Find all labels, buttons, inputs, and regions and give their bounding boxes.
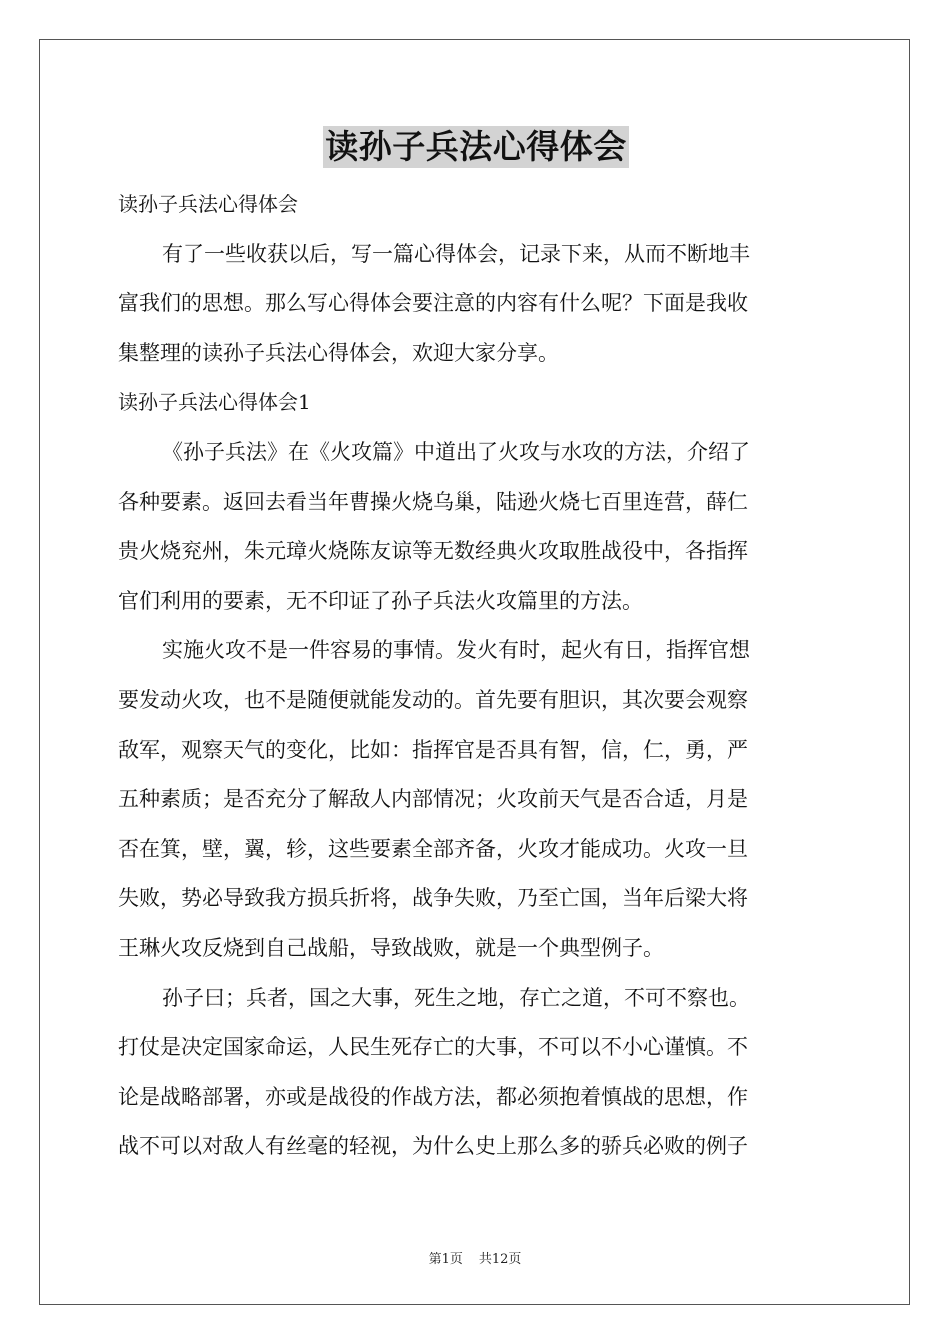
text-line: 要发动火攻，也不是随便就能发动的。首先要有胆识，其次要会观察 xyxy=(118,687,748,712)
text-lines xyxy=(118,180,834,1172)
text-line: 五种素质；是否充分了解敌人内部情况；火攻前天气是否合适，月是 xyxy=(118,787,748,812)
document-body xyxy=(118,122,834,1172)
title-wrap xyxy=(118,122,834,180)
text-line: 贵火烧兖州，朱元璋火烧陈友谅等无数经典火攻取胜战役中，各指挥 xyxy=(118,539,748,564)
section-heading: 读孙子兵法心得体会1 xyxy=(118,390,311,415)
text-line: 有了一些收获以后，写一篇心得体会，记录下来，从而不断地丰 xyxy=(162,241,750,266)
text-line: 集整理的读孙子兵法心得体会，欢迎大家分享。 xyxy=(118,340,559,365)
text-line: 富我们的思想。那么写心得体会要注意的内容有什么呢？下面是我收 xyxy=(118,291,748,316)
text-line: 孙子曰；兵者，国之大事，死生之地，存亡之道，不可不察也。 xyxy=(162,985,750,1010)
text-line: 各种要素。返回去看当年曹操火烧乌巢，陆逊火烧七百里连营，薛仁 xyxy=(118,489,748,514)
page-number: 第1页 xyxy=(428,1252,463,1267)
text-line: 打仗是决定国家命运，人民生死存亡的大事，不可以不小心谨慎。不 xyxy=(118,1035,748,1060)
page-total: 共12页 xyxy=(478,1252,522,1267)
text-line: 官们利用的要素，无不印证了孙子兵法火攻篇里的方法。 xyxy=(118,588,643,613)
text-line: 战不可以对敌人有丝毫的轻视，为什么史上那么多的骄兵必败的例子 xyxy=(118,1134,748,1159)
text-line: 否在箕，壁，翼，轸，这些要素全部齐备，火攻才能成功。火攻一旦 xyxy=(118,836,748,861)
page-title: 读孙子兵法心得体会 xyxy=(325,127,627,166)
text-line: 《孙子兵法》在《火攻篇》中道出了火攻与水攻的方法，介绍了 xyxy=(162,439,750,464)
page-footer xyxy=(0,1248,950,1267)
section-heading: 读孙子兵法心得体会 xyxy=(118,192,298,216)
text-line: 王琳火攻反烧到自己战船，导致战败，就是一个典型例子。 xyxy=(118,935,664,960)
text-line: 敌军，观察天气的变化，比如：指挥官是否具有智，信，仁，勇，严 xyxy=(118,737,748,762)
text-line: 实施火攻不是一件容易的事情。发火有时，起火有日，指挥官想 xyxy=(162,638,750,663)
text-line: 失败，势必导致我方损兵折将，战争失败，乃至亡国，当年后梁大将 xyxy=(118,886,748,911)
text-line: 论是战略部署，亦或是战役的作战方法，都必须抱着慎战的思想，作 xyxy=(118,1084,748,1109)
